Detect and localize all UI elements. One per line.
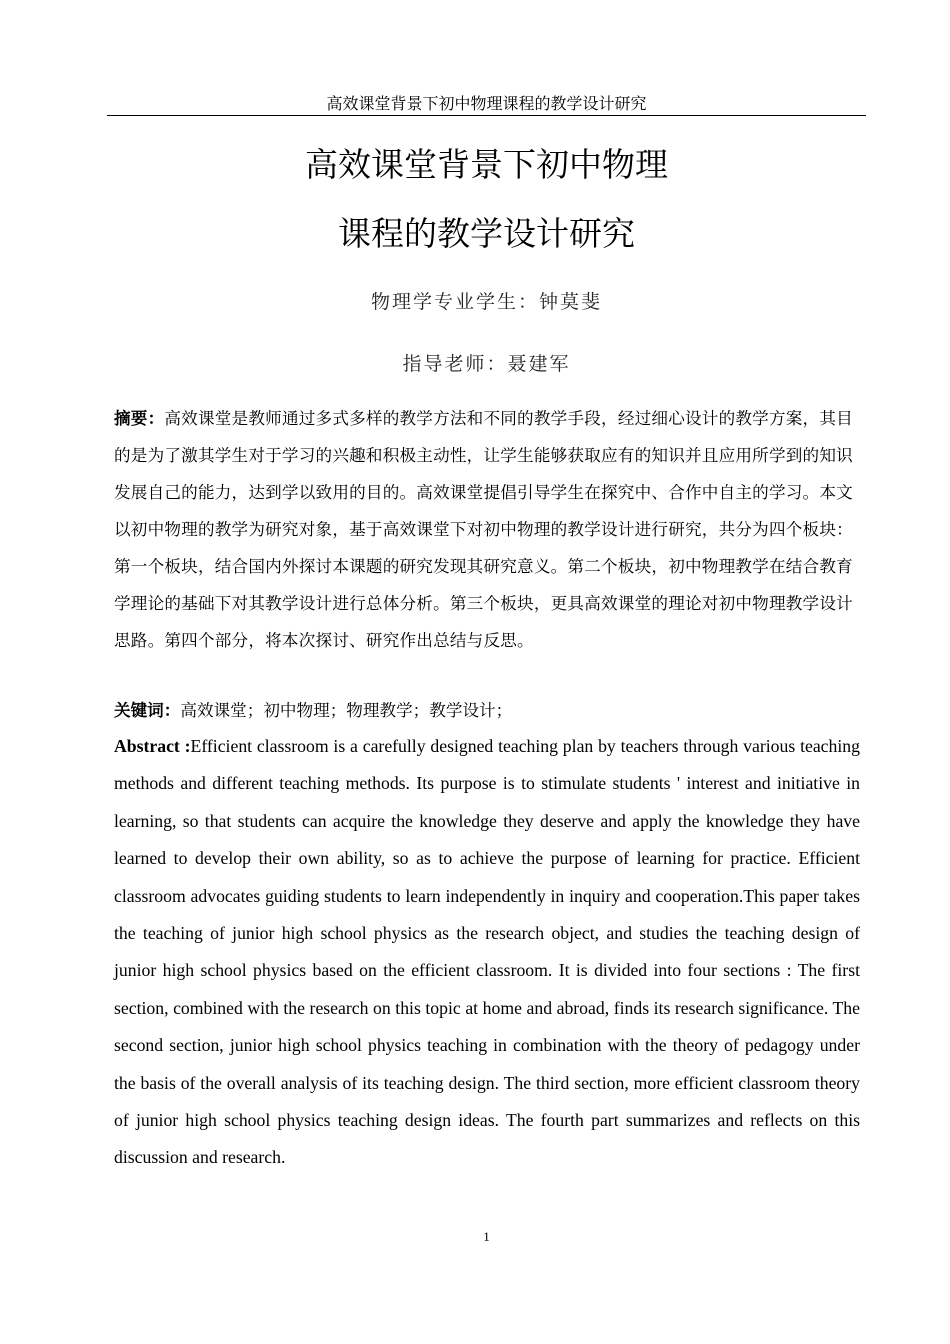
advisor-byline: 指导老师：聂建军 xyxy=(402,353,571,375)
keywords xyxy=(114,695,862,726)
keywords-text: 高效课堂；初中物理；物理教学；教学设计； xyxy=(180,701,513,720)
page-number: 1 xyxy=(483,1229,490,1244)
title-line-1: 高效课堂背景下初中物理 xyxy=(305,145,668,184)
keywords-label: 关键词： xyxy=(114,700,181,720)
title-line-2: 课程的教学设计研究 xyxy=(338,214,635,253)
english-abstract-label: Abstract : xyxy=(114,736,191,756)
chinese-abstract xyxy=(114,400,862,659)
english-abstract-text: Efficient classroom is a carefully designed teaching plan by teachers through various teaching methods and different teaching methods. Its purpose is to stimulate students ' interest and initiative in learning, so that students can acquire the knowledge they deserve and apply the knowledge they have learned to develop their own ability, so as to achieve the purpose of learning for practice. Efficient classroom advocates guiding students to learn independently in inquiry and cooperation.This paper takes the teaching of junior high school physics as the research object, and studies the teaching design of junior high school physics based on the efficient classroom. It is divided into four sections : The first section, combined with the research on this topic at home and abroad, finds its research significance. The second section, junior high school physics teaching in combination with the theory of pedagogy under the basis of the overall analysis of its teaching design. The third section, more efficient classroom theory of junior high school physics teaching design ideas. The fourth part summarizes and reflects on this discussion and research. xyxy=(114,736,860,1168)
header-rule xyxy=(107,115,866,116)
student-byline: 物理学专业学生：钟莫斐 xyxy=(370,291,602,313)
chinese-abstract-text: 高效课堂是教师通过多式多样的教学方法和不同的教学手段，经过细心设计的教学方案，其目的是为了激其学生对于学习的兴趣和积极主动性，让学生能够获取应有的知识并且应用所学到的知识发展自己的能力，达到学以致用的目的。高效课堂提倡引导学生在探究中、合作中自主的学习。本文以初中物理的教学为研究对象，基于高效课堂下对初中物理的教学设计进行研究，共分为四个板块：第一个板块，结合国内外探讨本课题的研究发现其研究意义。第二个板块，初中物理教学在结合教育学理论的基础下对其教学设计进行总体分析。第三个板块，更具高效课堂的理论对初中物理教学设计思路。第四个部分，将本次探讨、研究作出总结与反思。 xyxy=(114,409,853,650)
running-header: 高效课堂背景下初中物理课程的教学设计研究 xyxy=(326,94,647,113)
english-abstract xyxy=(114,728,860,1177)
chinese-abstract-label: 摘要： xyxy=(114,408,165,428)
